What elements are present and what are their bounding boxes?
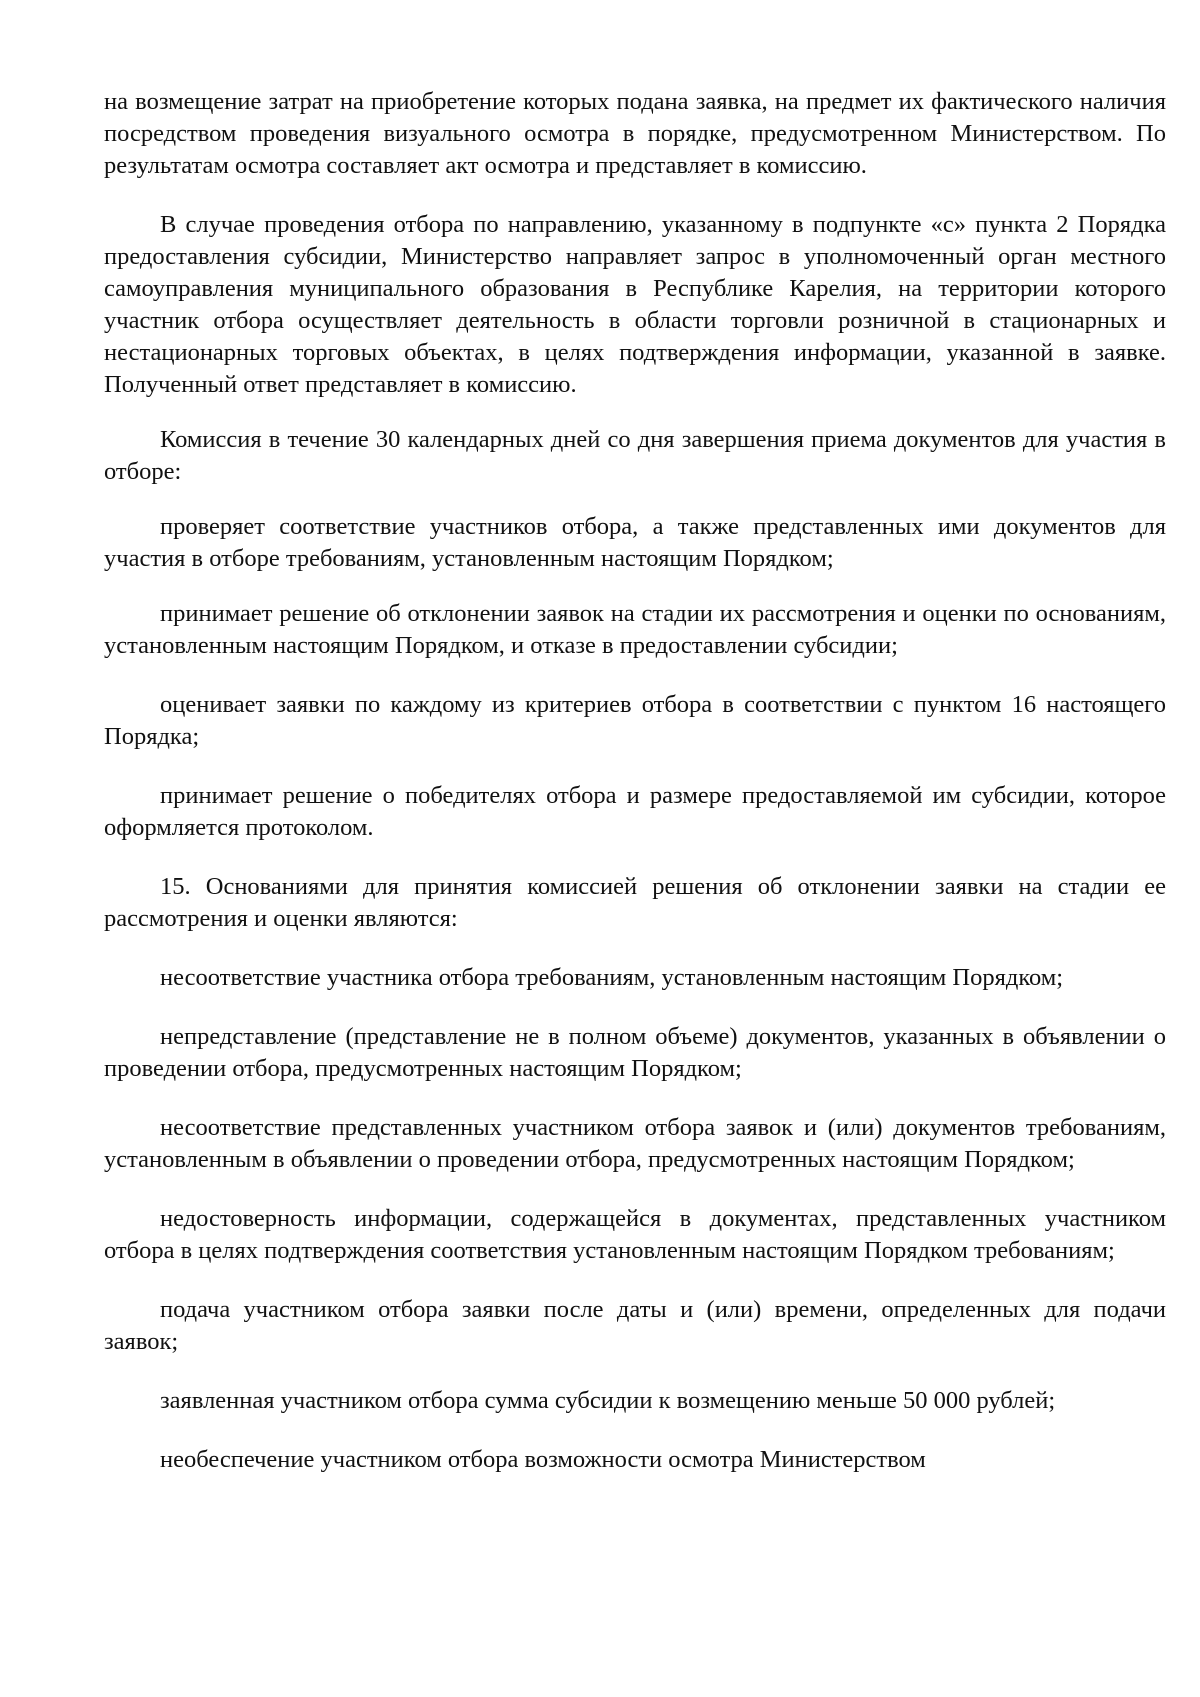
paragraph-15: необеспечение участником отбора возможности осмотра Министерством [160, 1446, 926, 1473]
paragraph-11: несоответствие представленных участником отбора заявок и (или) документов требованиям, установленным в объявлении о проведении отбора, предусмотренных настоящим Порядком; [104, 1114, 1166, 1173]
paragraph-3: Комиссия в течение 30 календарных дней со дня завершения приема документов для участия в отборе: [104, 426, 1166, 485]
paragraph-10: непредставление (представление не в полном объеме) документов, указанных в объявлении о проведении отбора, предусмотренных настоящим Порядком; [104, 1023, 1166, 1082]
paragraph-6: оценивает заявки по каждому из критериев отбора в соответствии с пунктом 16 настоящего Порядка; [104, 691, 1166, 750]
document-text [104, 86, 1166, 1476]
paragraph-8: 15. Основаниями для принятия комиссией решения об отклонении заявки на стадии ее рассмотрения и оценки являются: [104, 873, 1166, 932]
paragraph-12: недостоверность информации, содержащейся в документах, представленных участником отбора в целях подтверждения соответствия установленным настоящим Порядком требованиям; [104, 1205, 1166, 1264]
paragraph-5: принимает решение об отклонении заявок на стадии их рассмотрения и оценки по основаниям, установленным настоящим Порядком, и отказе в предоставлении субсидии; [104, 600, 1166, 659]
paragraph-13: подача участником отбора заявки после даты и (или) времени, определенных для подачи заявок; [104, 1296, 1166, 1355]
paragraph-7: принимает решение о победителях отбора и размере предоставляемой им субсидии, которое оформляется протоколом. [104, 782, 1166, 841]
paragraph-4: проверяет соответствие участников отбора, а также представленных ими документов для участия в отборе требованиям, установленным настоящим Порядком; [104, 513, 1166, 572]
paragraph-9: несоответствие участника отбора требованиям, установленным настоящим Порядком; [160, 964, 1064, 991]
paragraph-1: на возмещение затрат на приобретение которых подана заявка, на предмет их фактического наличия посредством проведения визуального осмотра в порядке, предусмотренном Министерством. По результатам осмотра составляет акт осмотра и представляет в комиссию. [104, 88, 1166, 179]
paragraph-2: В случае проведения отбора по направлению, указанному в подпункте «с» пункта 2 Порядка предоставления субсидии, Министерство направляет запрос в уполномоченный орган местного самоуправления муниципального образования в Республике Карелия, на территории которого участник отбора осуществляет деятельность в области торговли розничной в стационарных и нестационарных торговых объектах, в целях подтверждения информации, указанной в заявке. Полученный ответ представляет в комиссию. [104, 211, 1166, 398]
paragraph-14: заявленная участником отбора сумма субсидии к возмещению меньше 50 000 рублей; [160, 1387, 1056, 1414]
